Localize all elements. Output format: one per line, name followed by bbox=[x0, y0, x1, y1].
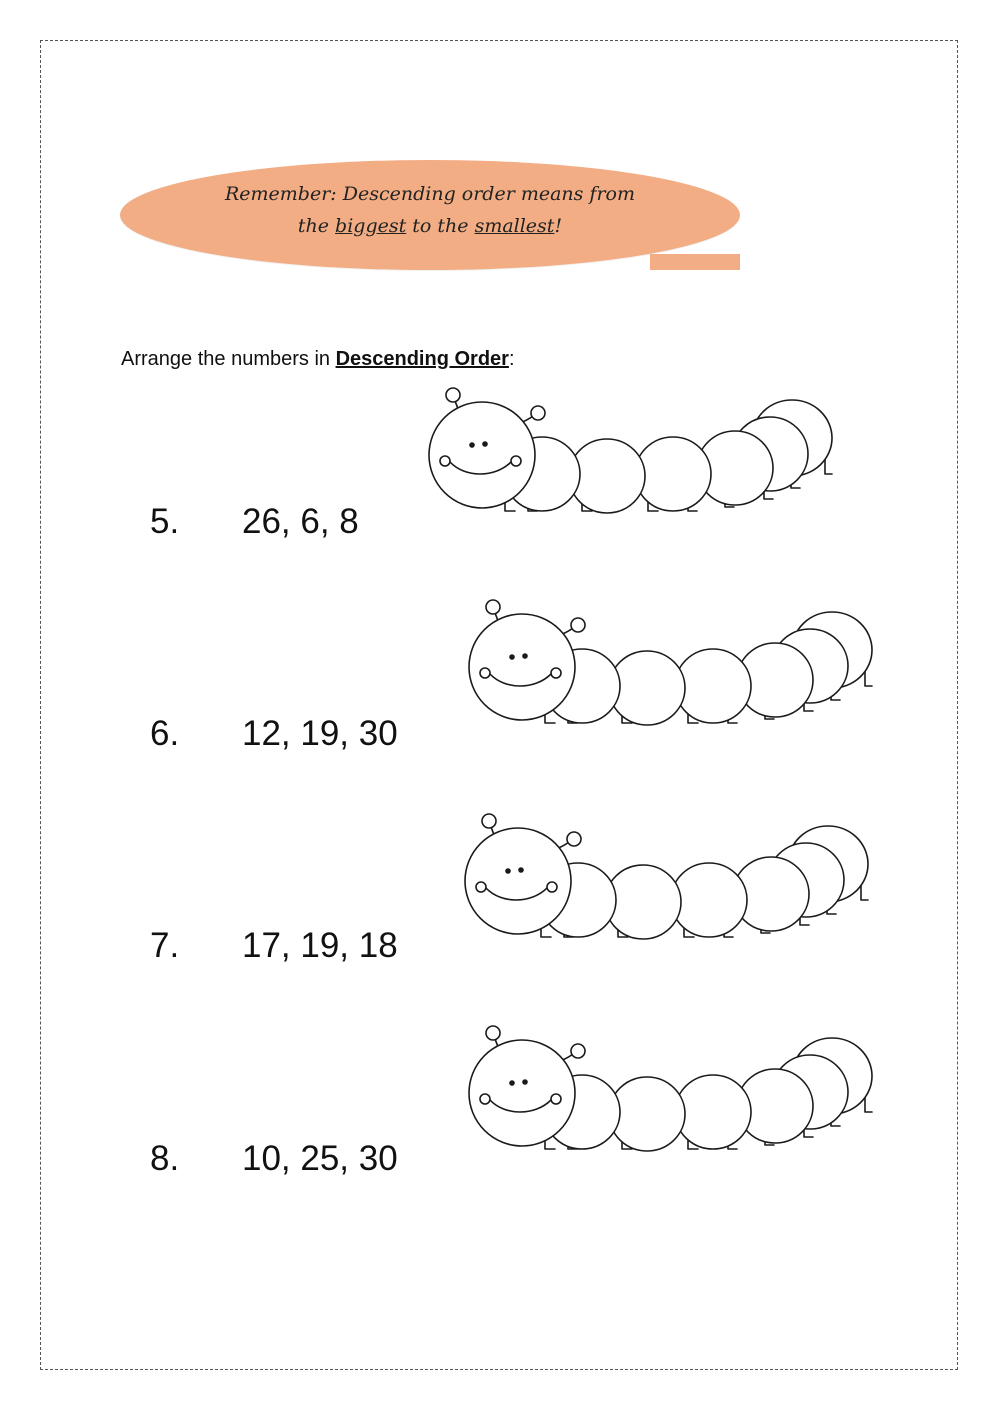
question-values: 12, 19, 30 bbox=[242, 714, 398, 753]
reminder-text-part: to the bbox=[406, 215, 475, 237]
word-smallest: smallest bbox=[474, 215, 555, 237]
question-values: 17, 19, 18 bbox=[242, 926, 398, 965]
question-values: 26, 6, 8 bbox=[242, 502, 359, 541]
question-values: 10, 25, 30 bbox=[242, 1139, 398, 1178]
instruction-punct: : bbox=[508, 348, 515, 370]
instruction-text: Arrange the numbers in bbox=[121, 348, 336, 370]
question-number: 5. bbox=[150, 502, 180, 541]
question-number: 8. bbox=[150, 1139, 180, 1178]
question-number: 7. bbox=[150, 926, 180, 965]
reminder-line-2 bbox=[120, 210, 740, 242]
reminder-text-part: the bbox=[297, 215, 336, 237]
reminder-text-part: ! bbox=[554, 215, 563, 237]
reminder-line-1: Remember: Descending order means from bbox=[224, 183, 636, 205]
caterpillar-icon bbox=[465, 610, 875, 750]
reminder-bubble-tail bbox=[650, 254, 740, 270]
caterpillar-icon bbox=[425, 398, 835, 538]
caterpillar-icon bbox=[461, 824, 871, 964]
instruction bbox=[121, 348, 515, 371]
reminder-text bbox=[120, 178, 740, 242]
caterpillar-icon bbox=[465, 1036, 875, 1176]
word-biggest: biggest bbox=[335, 215, 407, 237]
question-number: 6. bbox=[150, 714, 180, 753]
instruction-emphasis: Descending Order bbox=[335, 348, 509, 370]
